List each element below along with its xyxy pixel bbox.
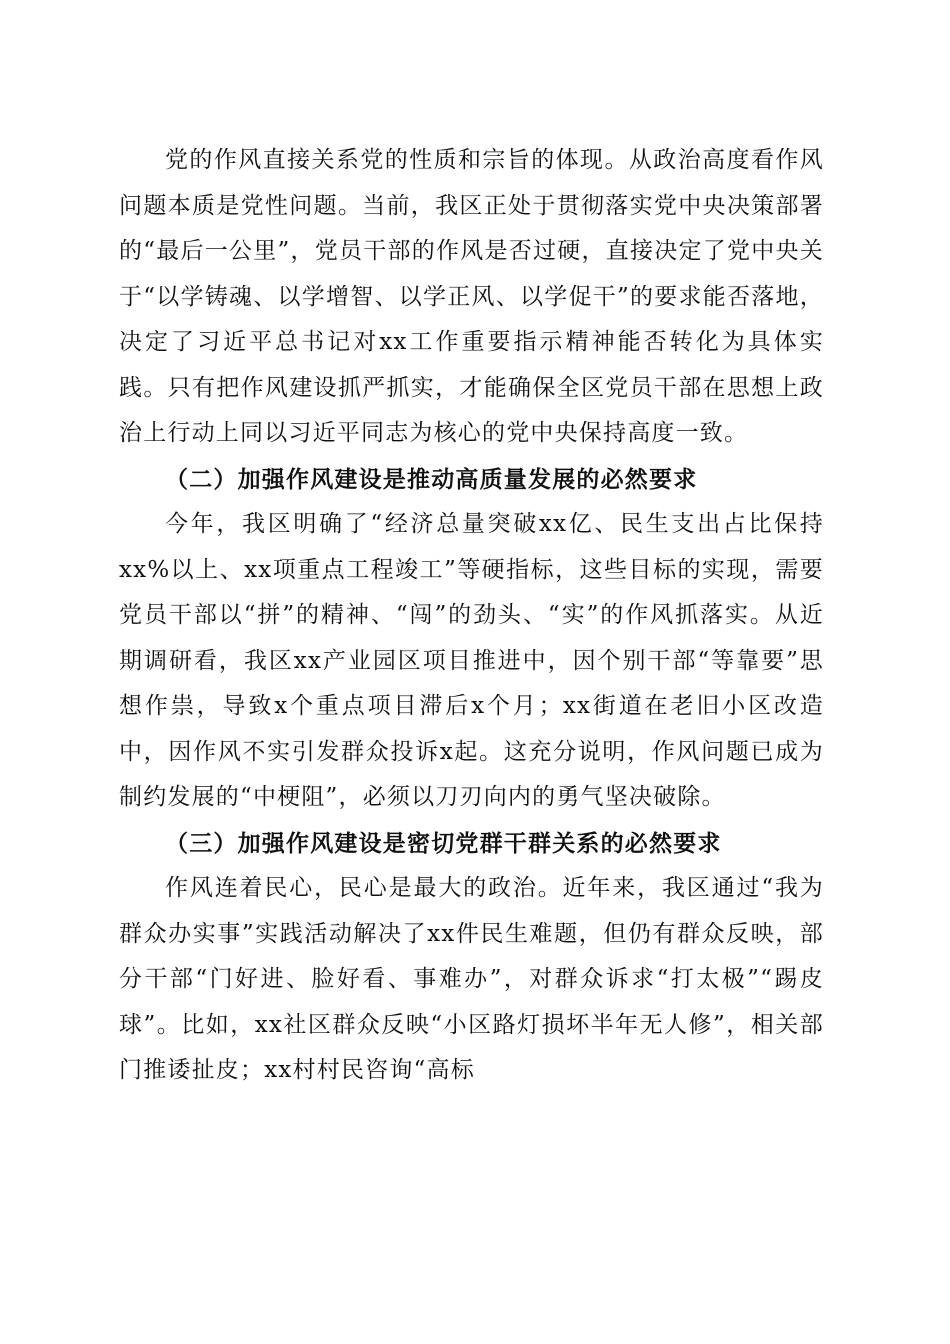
paragraph-high-quality-development: 今年，我区明确了“经济总量突破xx亿、民生支出占比保持xx%以上、xx项重点工程竣工”等硬指标，这些目标的实现，需要党员干部以“拼”的精神、“闯”的劲头、“实”的作风抓落实。从近期调研看，我区xx产业园区项目推进中，因个别干部“等靠要”思想作祟，导致x个重点项目滞后x个月；xx街道在老旧小区改造中，因作风不实引发群众投诉x起。这充分说明，作风问题已成为制约发展的“中梗阻”，必须以刀刃向内的勇气坚决破除。 xyxy=(119,511,824,810)
document-page xyxy=(119,138,824,1094)
section-heading-2: （二）加强作风建设是推动高质量发展的必然要求 xyxy=(165,465,698,493)
paragraph-party-masses-relations: 作风连着民心，民心是最大的政治。近年来，我区通过“我为群众办实事”实践活动解决了xx件民生难题，但仍有群众反映，部分干部“门好进、脸好看、事难办”，对群众诉求“打太极”“踢皮球”。比如，xx社区群众反映“小区路灯损坏半年无人修”，相关部门推诿扯皮；xx村村民咨询“高标 xyxy=(119,875,824,1083)
paragraph-party-style: 党的作风直接关系党的性质和宗旨的体现。从政治高度看作风问题本质是党性问题。当前，我区正处于贯彻落实党中央决策部署的“最后一公里”，党员干部的作风是否过硬，直接决定了党中央关于“以学铸魂、以学增智、以学正风、以学促干”的要求能否落地，决定了习近平总书记对xx工作重要指示精神能否转化为具体实践。只有把作风建设抓严抓实，才能确保全区党员干部在思想上政治上行动上同以习近平同志为核心的党中央保持高度一致。 xyxy=(119,147,824,446)
section-heading-3: （三）加强作风建设是密切党群干群关系的必然要求 xyxy=(165,829,722,857)
